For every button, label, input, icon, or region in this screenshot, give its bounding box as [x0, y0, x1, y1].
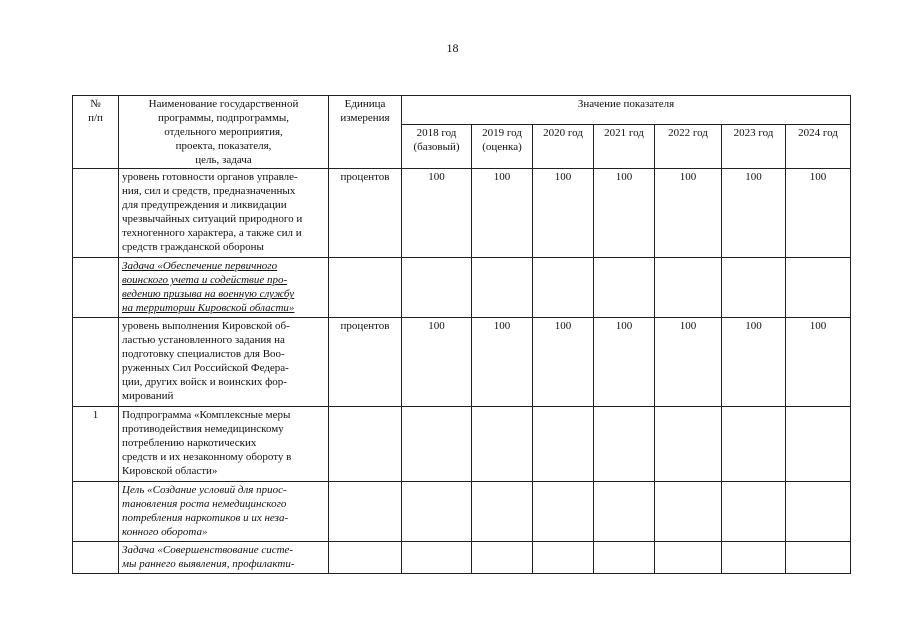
value-cell: [402, 407, 472, 482]
value-cell: [402, 258, 472, 318]
value-cell: [655, 407, 722, 482]
row-num: [73, 169, 119, 258]
value-cell: 100: [594, 318, 655, 407]
value-cell: [722, 482, 786, 542]
row-num: [73, 542, 119, 574]
value-cell: [594, 542, 655, 574]
value-cell: 100: [786, 318, 851, 407]
unit-cell: процентов: [329, 169, 402, 258]
value-cell: [722, 258, 786, 318]
task-name: Задача «Обеспечение первичного воинского учета и содействие про- ведению призыва на военную службу на территории Кировской области»: [119, 258, 329, 318]
value-cell: 100: [594, 169, 655, 258]
header-year: 2020 год: [533, 125, 594, 169]
value-cell: [786, 407, 851, 482]
value-cell: [472, 482, 533, 542]
value-cell: 100: [722, 318, 786, 407]
header-year: 2024 год: [786, 125, 851, 169]
subprogram-name: Подпрограмма «Комплексные меры противодействия немедицинскому потреблению наркотических средств и их незаконному обороту в Кировской области»: [119, 407, 329, 482]
table-row: [73, 169, 851, 258]
goal-name: Цель «Создание условий для приос- тановления роста немедицинского потребления наркотиков и их неза- конного оборота»: [119, 482, 329, 542]
indicator-name: уровень готовности органов управле- ния, сил и средств, предназначенных для предупреждения и ликвидации чрезвычайных ситуаций природного и техногенного характера, а также сил и средств гражданской обороны: [119, 169, 329, 258]
row-num: [73, 482, 119, 542]
header-name: Наименование государственной программы, подпрограммы, отдельного мероприятия, проекта, показателя, цель, задача: [119, 96, 329, 169]
unit-cell: [329, 407, 402, 482]
header-year: 2018 год (базовый): [402, 125, 472, 169]
row-num: [73, 258, 119, 318]
table-row: [73, 258, 851, 318]
indicator-name: уровень выполнения Кировской об- ластью установленного задания на подготовку специалистов для Воо- руженных Сил Российской Федера- ции, других войск и воинских фор- мирований: [119, 318, 329, 407]
header-year: 2021 год: [594, 125, 655, 169]
header-unit: Единица измерения: [329, 96, 402, 169]
page-number: 18: [446, 41, 459, 55]
value-cell: [472, 407, 533, 482]
value-cell: [655, 542, 722, 574]
header-num: № п/п: [73, 96, 119, 169]
value-cell: [472, 258, 533, 318]
table-row: [73, 482, 851, 542]
task-name: Задача «Совершенствование систе- мы раннего выявления, профилакти-: [119, 542, 329, 574]
value-cell: 100: [402, 169, 472, 258]
table-row: [73, 407, 851, 482]
value-cell: [472, 542, 533, 574]
value-cell: [402, 542, 472, 574]
header-year: 2019 год (оценка): [472, 125, 533, 169]
unit-cell: [329, 482, 402, 542]
value-cell: [594, 407, 655, 482]
value-cell: [533, 407, 594, 482]
value-cell: 100: [786, 169, 851, 258]
value-cell: [402, 482, 472, 542]
row-num: [73, 318, 119, 407]
value-cell: [722, 407, 786, 482]
unit-cell: [329, 258, 402, 318]
value-cell: [786, 482, 851, 542]
header-year: 2022 год: [655, 125, 722, 169]
value-cell: [594, 482, 655, 542]
value-cell: [533, 258, 594, 318]
value-cell: [533, 482, 594, 542]
value-cell: 100: [533, 169, 594, 258]
value-cell: 100: [655, 169, 722, 258]
unit-cell: процентов: [329, 318, 402, 407]
unit-cell: [329, 542, 402, 574]
table-row: [73, 542, 851, 574]
value-cell: 100: [402, 318, 472, 407]
value-cell: [594, 258, 655, 318]
value-cell: 100: [722, 169, 786, 258]
row-num: 1: [73, 407, 119, 482]
value-cell: [722, 542, 786, 574]
value-cell: [533, 542, 594, 574]
value-cell: 100: [655, 318, 722, 407]
value-cell: [655, 482, 722, 542]
value-cell: [786, 542, 851, 574]
value-cell: 100: [472, 318, 533, 407]
value-cell: 100: [472, 169, 533, 258]
value-cell: [786, 258, 851, 318]
header-year: 2023 год: [722, 125, 786, 169]
table-row: [73, 318, 851, 407]
header-value-group: Значение показателя: [402, 96, 851, 125]
value-cell: 100: [533, 318, 594, 407]
value-cell: [655, 258, 722, 318]
indicators-table: [72, 95, 851, 574]
